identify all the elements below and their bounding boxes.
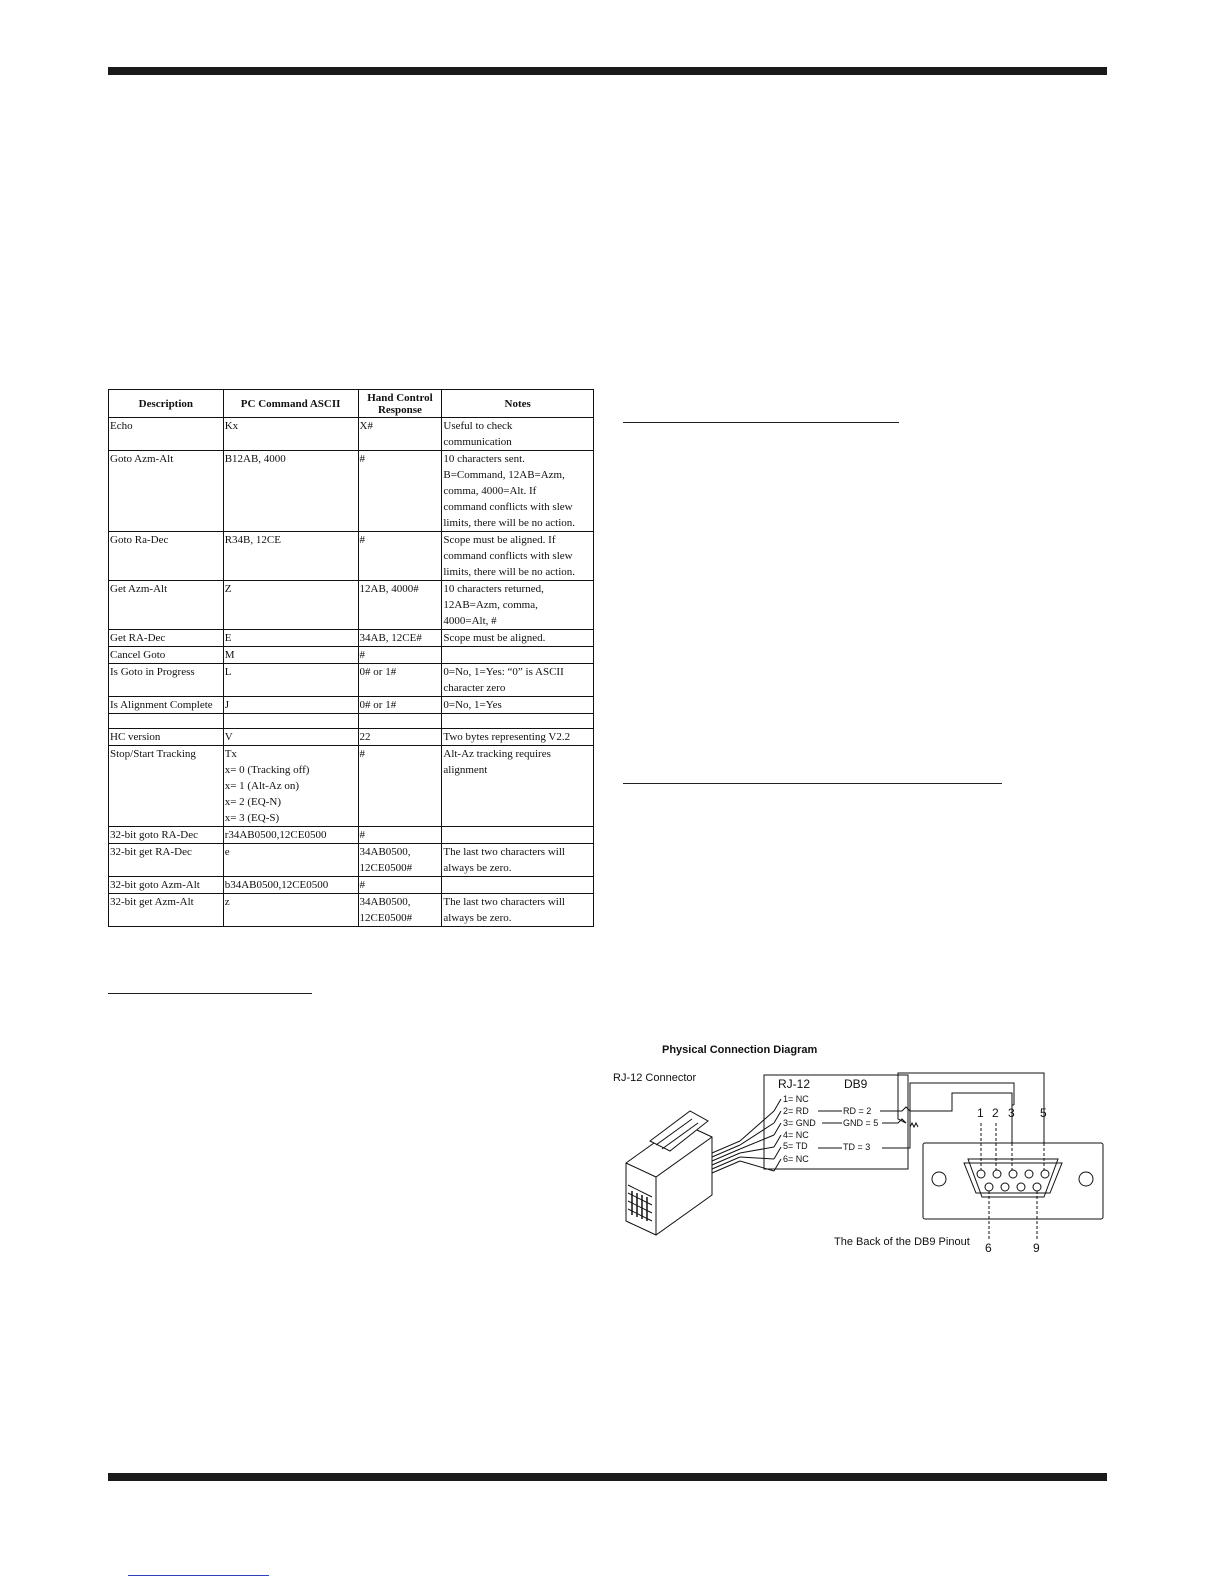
cell-response-line: # (359, 879, 366, 891)
header-description: Description (109, 390, 224, 418)
cell-notes (442, 418, 594, 451)
db9-map-td: TD = 3 (843, 1142, 871, 1152)
cell-description: Goto Azm-Alt (109, 451, 224, 532)
cell-notes-line: always be zero. (443, 912, 512, 924)
cell-response-line: 0# or 1# (359, 699, 397, 711)
table-row (109, 581, 594, 630)
cell-response (358, 664, 442, 697)
db9-pin-number-5: 5 (1040, 1106, 1047, 1120)
cell-command-line: R34B, 12CE (224, 534, 281, 546)
db9-map-gnd: GND = 5 (843, 1118, 879, 1128)
cell-command (223, 532, 358, 581)
header-pc-command: PC Command ASCII (223, 390, 358, 418)
cell-notes-line: The last two characters will (443, 846, 565, 858)
cell-command (223, 418, 358, 451)
cell-description: 32-bit goto Azm-Alt (109, 877, 224, 894)
cell-notes-line: Alt-Az tracking requires (443, 748, 551, 760)
db9-pin-number-1: 1 (977, 1106, 984, 1120)
cell-response (358, 418, 442, 451)
cell-response-line: 12AB, 4000# (359, 583, 419, 595)
cell-command-line: Kx (224, 420, 239, 432)
table-row (109, 451, 594, 532)
cell-description: Goto Ra-Dec (109, 532, 224, 581)
rj12-pin-6: 6= NC (783, 1154, 809, 1164)
table-row (109, 877, 594, 894)
rj12-pin-1: 1= NC (783, 1094, 809, 1104)
diagram-title: Physical Connection Diagram (662, 1045, 818, 1056)
cell-response (358, 451, 442, 532)
cell-notes-line: 12AB=Azm, comma, (443, 599, 538, 611)
table-spacer-row (109, 714, 594, 729)
cell-response (358, 630, 442, 647)
cell-command (223, 746, 358, 827)
rj12-pin-4: 4= NC (783, 1130, 809, 1140)
cell-notes (442, 451, 594, 532)
cell-notes-line: character zero (443, 682, 506, 694)
cell-notes (442, 746, 594, 827)
cell-notes-line: 0=No, 1=Yes (443, 699, 502, 711)
db9-pin-number-3: 3 (1008, 1106, 1015, 1120)
rj12-pin-2: 2= RD (783, 1106, 809, 1116)
heading-underline (623, 422, 899, 423)
cell-command-line: x= 2 (EQ-N) (224, 796, 281, 808)
cell-notes (442, 844, 594, 877)
cell-command-line: Tx (224, 748, 237, 760)
cell-command-line: z (224, 896, 230, 908)
cell-notes-line: command conflicts with slew (443, 501, 573, 513)
cell-notes-line: Useful to check (443, 420, 513, 432)
cell-notes-line: communication (443, 436, 512, 448)
table-row (109, 647, 594, 664)
cell-command (223, 827, 358, 844)
cell-command-line: x= 3 (EQ-S) (224, 812, 280, 824)
cell-response-line: 0# or 1# (359, 666, 397, 678)
cell-response-line: # (359, 748, 366, 760)
db9-map-rd: RD = 2 (843, 1106, 872, 1116)
cell-response-line: X# (359, 420, 373, 432)
cell-notes-line: command conflicts with slew (443, 550, 573, 562)
cell-response (358, 746, 442, 827)
cell-command-line: L (224, 666, 232, 678)
cell-description: Get RA-Dec (109, 630, 224, 647)
cell-description: Cancel Goto (109, 647, 224, 664)
cell-command-line: B12AB, 4000 (224, 453, 286, 465)
db9-connector-illustration (923, 1123, 1103, 1241)
cell-notes-line: Scope must be aligned. (443, 632, 546, 644)
cell-notes-line: The last two characters will (443, 896, 565, 908)
footer-link-underline[interactable] (128, 1575, 269, 1576)
cell-command-line: e (224, 846, 230, 858)
cell-notes-line: 10 characters sent. (443, 453, 525, 465)
cell-command (223, 877, 358, 894)
cell-description: Get Azm-Alt (109, 581, 224, 630)
cell-notes (442, 664, 594, 697)
table-row (109, 894, 594, 927)
cell-response-line: # (359, 649, 366, 661)
db9-caption: The Back of the DB9 Pinout (834, 1236, 970, 1248)
cell-response (358, 827, 442, 844)
db9-header: DB9 (844, 1077, 868, 1091)
cell-description: Echo (109, 418, 224, 451)
cell-response (358, 894, 442, 927)
cell-notes (442, 697, 594, 714)
table-row (109, 827, 594, 844)
table-row (109, 844, 594, 877)
cell-command (223, 451, 358, 532)
command-table (108, 389, 594, 927)
db9-pin-number-6: 6 (985, 1241, 992, 1255)
cell-notes-line: alignment (443, 764, 488, 776)
cell-command-line: b34AB0500,12CE0500 (224, 879, 329, 891)
cell-command-line: M (224, 649, 235, 661)
cell-response (358, 581, 442, 630)
cell-response (358, 697, 442, 714)
top-rule (108, 67, 1107, 75)
cell-command-line: J (224, 699, 229, 711)
cell-notes (442, 581, 594, 630)
cell-description (109, 714, 224, 729)
cell-notes-line: 10 characters returned, (443, 583, 544, 595)
table-row (109, 418, 594, 451)
cell-notes-line: limits, there will be no action. (443, 517, 576, 529)
db9-pin-number-2: 2 (992, 1106, 999, 1120)
cell-response-line: 34AB0500, (359, 846, 411, 858)
cell-notes (442, 532, 594, 581)
header-hand-control-response: Hand Control Response (358, 390, 442, 418)
rj12-pin-5: 5= TD (783, 1141, 808, 1151)
heading-underline (623, 783, 1002, 784)
cell-notes-line: Scope must be aligned. If (443, 534, 556, 546)
cell-notes-line: B=Command, 12AB=Azm, (443, 469, 565, 481)
cell-notes-line: comma, 4000=Alt. If (443, 485, 537, 497)
cell-notes (442, 894, 594, 927)
table-body (109, 418, 594, 927)
table-row (109, 697, 594, 714)
cell-response (358, 877, 442, 894)
physical-connection-diagram (612, 1045, 1112, 1265)
table-row (109, 664, 594, 697)
cell-command-line: V (224, 731, 233, 743)
cell-notes-line: always be zero. (443, 862, 512, 874)
cell-response (358, 647, 442, 664)
bottom-rule (108, 1473, 1107, 1481)
table-row (109, 729, 594, 746)
table-header-row (109, 390, 594, 418)
cell-notes (442, 729, 594, 746)
table-row (109, 532, 594, 581)
cell-notes (442, 630, 594, 647)
cell-notes-line: Two bytes representing V2.2 (443, 731, 571, 743)
cell-response (358, 729, 442, 746)
cell-response-line: # (359, 453, 366, 465)
cell-description: HC version (109, 729, 224, 746)
cell-response-line: # (359, 829, 366, 841)
cell-response-line: 34AB0500, (359, 896, 411, 908)
rj12-header: RJ-12 (778, 1077, 811, 1091)
cell-command (223, 697, 358, 714)
cell-command (223, 647, 358, 664)
cell-description: Is Alignment Complete (109, 697, 224, 714)
cell-notes (442, 647, 594, 664)
cell-response-line: # (359, 534, 366, 546)
cell-notes (442, 714, 594, 729)
table-row (109, 746, 594, 827)
rj12-connector-label: RJ-12 Connector (613, 1072, 697, 1084)
cell-command-line: Z (224, 583, 232, 595)
cell-description: 32-bit get Azm-Alt (109, 894, 224, 927)
cell-response-line: 22 (359, 731, 371, 743)
rj12-pin-3: 3= GND (783, 1118, 816, 1128)
cell-notes (442, 877, 594, 894)
cell-command (223, 664, 358, 697)
cell-command (223, 581, 358, 630)
cell-description: 32-bit get RA-Dec (109, 844, 224, 877)
cell-notes-line: 4000=Alt, # (443, 615, 497, 627)
cell-command (223, 844, 358, 877)
cell-response-line: 12CE0500# (359, 862, 413, 874)
cell-notes-line: limits, there will be no action. (443, 566, 576, 578)
cell-command-line: E (224, 632, 232, 644)
cell-notes-line: 0=No, 1=Yes: “0” is ASCII (443, 666, 564, 678)
rj12-plug-illustration (626, 1111, 774, 1235)
cell-description: 32-bit goto RA-Dec (109, 827, 224, 844)
cell-command (223, 894, 358, 927)
cell-response (358, 844, 442, 877)
cell-notes (442, 827, 594, 844)
header-notes: Notes (442, 390, 594, 418)
cell-response (358, 714, 442, 729)
cell-response-line: 12CE0500# (359, 912, 413, 924)
cell-command (223, 630, 358, 647)
cell-command-line: r34AB0500,12CE0500 (224, 829, 327, 841)
cell-response (358, 532, 442, 581)
db9-pin-number-9: 9 (1033, 1241, 1040, 1255)
cell-command-line: x= 0 (Tracking off) (224, 764, 310, 776)
cell-command-line: x= 1 (Alt-Az on) (224, 780, 300, 792)
heading-underline (108, 993, 312, 994)
cell-description: Is Goto in Progress (109, 664, 224, 697)
cell-response-line: 34AB, 12CE# (359, 632, 422, 644)
cell-command (223, 729, 358, 746)
cell-description: Stop/Start Tracking (109, 746, 224, 827)
cell-command (223, 714, 358, 729)
table-row (109, 630, 594, 647)
